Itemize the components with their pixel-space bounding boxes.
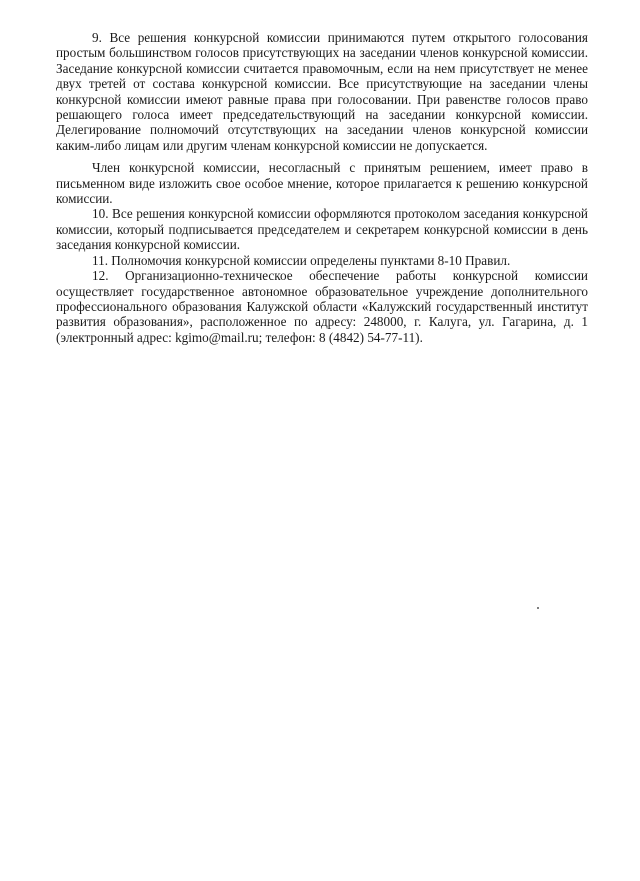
paragraph-item-9: 9. Все решения конкурсной комиссии принимаются путем открытого голосования простым большинством голосов присутствующих на заседании членов конкурсной комиссии. Заседание конкурсной комиссии считается правомочным, если на нем присутствует не менее двух третей от состава конкурсной комиссии. Все присутствующие на заседании члены конкурсной комиссии имеют равные права при голосовании. При равенстве голосов право решающего голоса имеет председательствующий на заседании конкурсной комиссии. Делегирование полномочий отсутствующих на заседании членов конкурсной комиссии каким-либо лицам или другим членам конкурсной комиссии не допускается. <box>56 30 588 153</box>
paragraph-item-10: 10. Все решения конкурсной комиссии оформляются протоколом заседания конкурсной комиссии, который подписывается председателем и секретарем конкурсной комиссии в день заседания конкурсной комиссии. <box>56 206 588 253</box>
paragraph-item-11: 11. Полномочия конкурсной комиссии определены пунктами 8-10 Правил. <box>92 252 511 268</box>
document-body <box>56 30 588 345</box>
paragraph-item-12: 12. Организационно-техническое обеспечение работы конкурсной комиссии осуществляет государственное автономное образовательное учреждение дополнительного профессионального образования Калужской области «Калужский государственный институт развития образования», расположенное по адресу: 248000, г. Калуга, ул. Гагарина, д. 1 (электронный адрес: kgimo@mail.ru; телефон: 8 (4842) 54-77-11). <box>56 268 588 345</box>
scan-speck <box>537 607 539 609</box>
paragraph-dissent: Член конкурсной комиссии, несогласный с принятым решением, имеет право в письменном виде изложить свое особое мнение, которое прилагается к решению конкурсной комиссии. <box>56 160 588 207</box>
